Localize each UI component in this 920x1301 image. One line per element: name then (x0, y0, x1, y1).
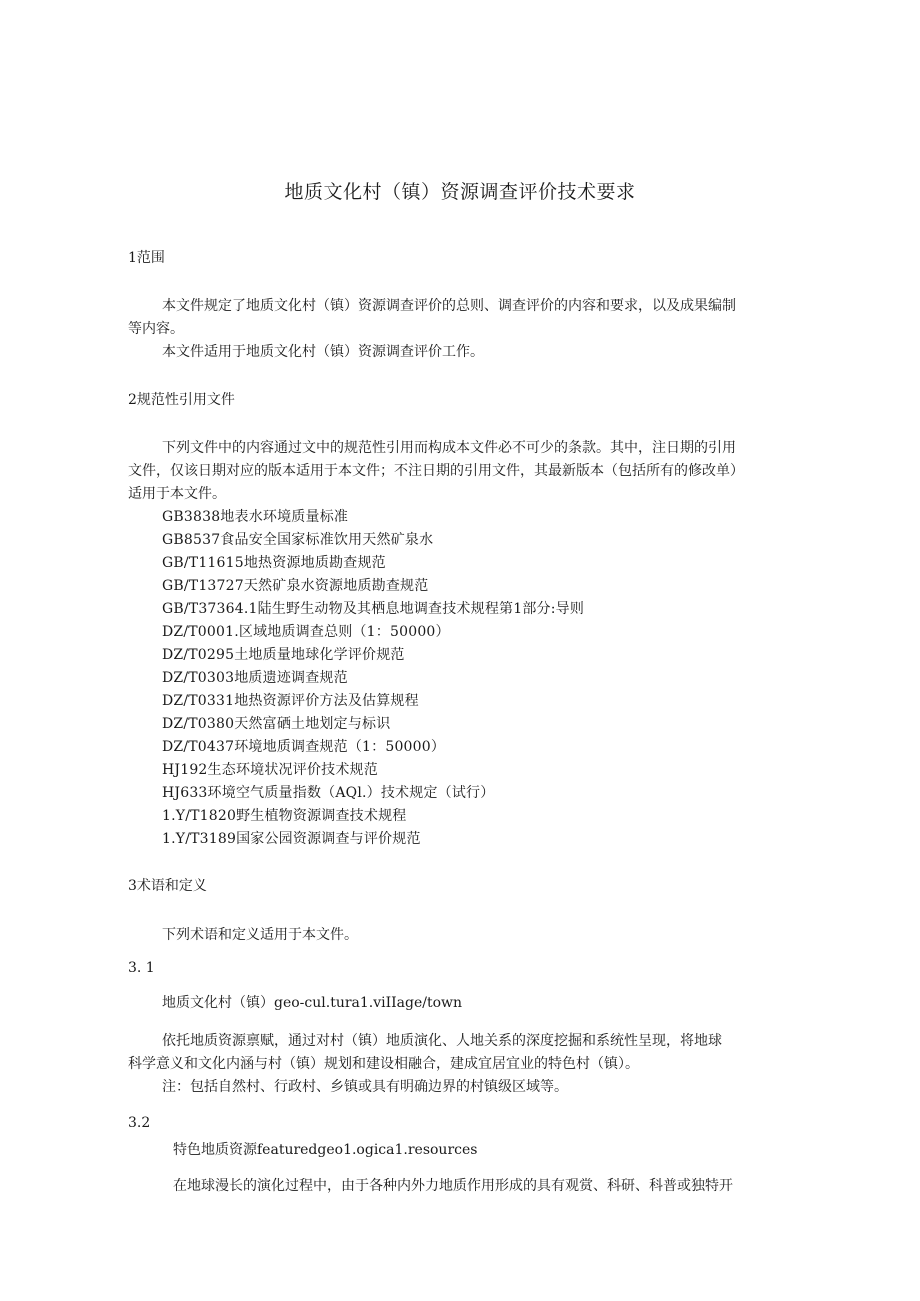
reference-item: 1.Y/T3189国家公园资源调查与评价规范 (162, 831, 421, 847)
paragraph-line: 适用于本文件。 (128, 486, 226, 502)
paragraph-line: 在地球漫长的演化过程中，由于各种内外力地质作用形成的具有观赏、科研、科普或独特开 (173, 1178, 733, 1194)
document-title: 地质文化村（镇）资源调查评价技术要求 (284, 181, 636, 203)
paragraph-line: 依托地质资源禀赋，通过对村（镇）地质演化、人地关系的深度挖掘和系统性呈现，将地球 (162, 1033, 722, 1049)
reference-item: DZ/T0380天然富硒土地划定与标识 (162, 716, 391, 732)
reference-item: GB/T13727天然矿泉水资源地质勘查规范 (162, 578, 429, 594)
reference-item: HJ633环境空气质量指数（AQl.）技术规定（试行） (162, 785, 495, 801)
reference-item: DZ/T0437环境地质调查规范（1：50000） (162, 739, 446, 755)
reference-item: GB/T11615地热资源地质勘查规范 (162, 555, 386, 571)
section-heading-terms: 3术语和定义 (128, 878, 207, 894)
reference-item: GB/T37364.1陆生野生动物及其栖息地调查技术规程第1部分:导则 (162, 601, 585, 617)
reference-item: DZ/T0331地热资源评价方法及估算规程 (162, 693, 419, 709)
section-heading-references: 2规范性引用文件 (128, 392, 235, 408)
reference-item: GB8537食品安全国家标准饮用天然矿泉水 (162, 532, 434, 548)
paragraph-line: 本文件规定了地质文化村（镇）资源调查评价的总则、调查评价的内容和要求，以及成果编制 (162, 298, 736, 314)
paragraph-line: 科学意义和文化内涵与村（镇）规划和建设相融合，建成宜居宜业的特色村（镇）。 (128, 1056, 639, 1072)
paragraph-line: 下列文件中的内容通过文中的规范性引用而构成本文件必不可少的条款。其中，注日期的引用 (162, 440, 736, 456)
term-name: 特色地质资源featuredgeo1.ogica1.resources (173, 1142, 478, 1158)
reference-item: DZ/T0295土地质量地球化学评价规范 (162, 647, 405, 663)
reference-item: GB3838地表水环境质量标准 (162, 509, 349, 525)
reference-item: DZ/T0001.区域地质调查总则（1：50000） (162, 624, 450, 640)
paragraph-line: 下列术语和定义适用于本文件。 (162, 927, 358, 943)
term-number: 3. 1 (128, 960, 155, 976)
reference-item: DZ/T0303地质遗迹调查规范 (162, 670, 348, 686)
reference-item: 1.Y/T1820野生植物资源调查技术规程 (162, 808, 407, 824)
paragraph-line: 本文件适用于地质文化村（镇）资源调查评价工作。 (162, 344, 484, 360)
term-number: 3.2 (128, 1115, 151, 1131)
note-line: 注：包括自然村、行政村、乡镇或具有明确边界的村镇级区域等。 (162, 1079, 568, 1095)
section-heading-scope: 1范围 (128, 250, 165, 266)
paragraph-line: 等内容。 (128, 321, 184, 337)
reference-item: HJ192生态环境状况评价技术规范 (162, 762, 378, 778)
term-name: 地质文化村（镇）geo-cul.tura1.viIIage/town (162, 995, 463, 1011)
paragraph-line: 文件，仅该日期对应的版本适用于本文件；不注日期的引用文件，其最新版本（包括所有的修改单） (128, 463, 744, 479)
